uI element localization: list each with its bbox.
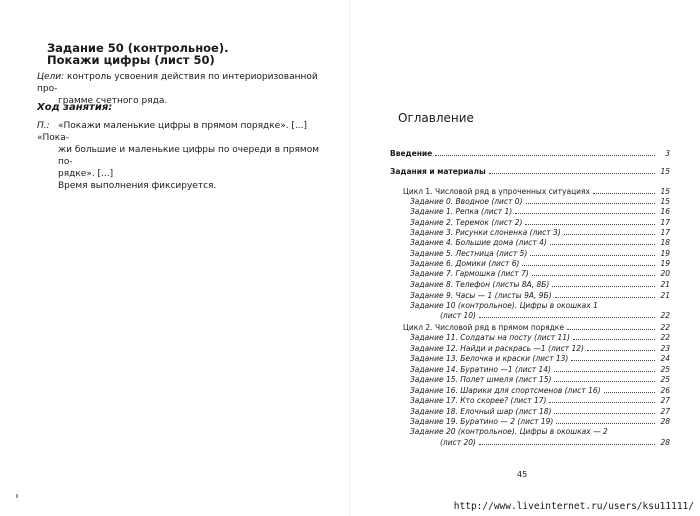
toc-entry-page: 16 [660,207,670,216]
toc-entry-page: 25 [660,375,670,384]
toc-entry-page: 26 [660,386,670,395]
toc-dot-leader [554,374,655,382]
toc-entry-title: Задание 4. Большие дома (лист 4) [410,238,547,247]
scan-mark [16,494,18,498]
toc-entry-page: 21 [660,280,670,289]
toc-entry-page: 22 [660,311,670,320]
goal-label: Цели: [37,72,65,82]
toc-entry [390,166,670,177]
toc-entry-title: (лист 20) [440,438,476,447]
toc-entry-page: 19 [660,249,670,258]
toc-entry-title: Введение [390,149,433,158]
toc-entry [390,310,670,321]
toc-entry [390,437,670,448]
course-heading: Ход занятия: [37,102,113,113]
instruction-paragraph [37,120,329,192]
toc-entry-title: Задание 11. Солдаты на посту (лист 11) [410,333,570,342]
toc-entry-title: Задание 15. Полет шмеля (лист 15) [410,375,552,384]
toc-entry-title: Цикл 1. Числовой ряд в упроченных ситуациях [403,187,590,196]
toc-dot-leader [435,148,655,156]
goal-text-2: грамме счетного ряда. [58,96,168,106]
toc-entry-page: 21 [660,291,670,300]
toc-dot-leader [479,310,655,318]
toc-entry-title: Задание 10 (контрольное). Цифры в окошках 1 [410,301,598,310]
toc-dot-leader [554,406,655,414]
toc-entry-page: 27 [660,396,670,405]
toc-dot-leader [550,237,655,245]
toc-dot-leader [567,322,655,330]
toc-entry-title: Задание 8. Телефон (листы 8А, 8Б) [410,280,550,289]
toc-entry-page: 28 [660,438,670,447]
toc-entry [390,148,670,159]
toc-title: Оглавление [398,111,474,125]
toc-dot-leader [515,206,655,214]
instruction-line-3: рядке». [...] [58,169,114,179]
toc-entry-title: Задание 14. Буратино —1 (лист 14) [410,365,551,374]
toc-entry-page: 19 [660,259,670,268]
toc-dot-leader [552,279,655,287]
toc-entry-page: 23 [660,344,670,353]
goal-text-1: контроль усвоения действия по интериоризованной про- [37,72,318,94]
instruction-line-2: жи большие и маленькие цифры по очереди в прямом по- [58,145,319,167]
toc-entry-title: Задание 20 (контрольное). Цифры в окошках — 2 [410,427,608,436]
toc-entry [390,395,670,406]
toc-dot-leader [549,395,655,403]
toc-dot-leader [556,416,655,424]
toc-entry-title: Задание 1. Репка (лист 1) [410,207,513,216]
toc-dot-leader [593,186,655,194]
toc-entry [390,206,670,217]
toc-entry [390,374,670,385]
instruction-label: П.: [37,121,50,131]
toc-entry-title: Цикл 2. Числовой ряд в прямом порядке [403,323,564,332]
toc-dot-leader [479,437,655,445]
toc-dot-leader [530,248,655,256]
toc-dot-leader [532,268,655,276]
toc-dot-leader [564,227,655,235]
toc-dot-leader [526,196,656,204]
toc-entry-title: Задание 2. Теремок (лист 2) [410,218,523,227]
toc-entry-page: 28 [660,417,670,426]
toc-dot-leader [554,364,655,372]
toc-entry-page: 17 [660,218,670,227]
toc-entry [390,279,670,290]
toc-entry-page: 25 [660,365,670,374]
toc-entry-page: 22 [660,323,670,332]
toc-entry-page: 15 [660,187,670,196]
toc-dot-leader [489,166,655,174]
toc-entry-title: (лист 10) [440,311,476,320]
toc-entry [390,353,670,364]
toc-entry-title: Задание 0. Вводное (лист 0) [410,197,523,206]
toc-entry-page: 24 [660,354,670,363]
toc-entry-title: Задание 12. Найди и раскрась —1 (лист 12) [410,344,584,353]
toc-entry-title: Задание 6. Домики (лист 6) [410,259,520,268]
page-number: 45 [517,470,528,479]
toc-dot-leader [573,332,655,340]
toc-dot-leader [604,385,655,393]
toc-entry-title: Задание 13. Белочка и краски (лист 13) [410,354,569,363]
toc-entry [390,237,670,248]
right-page [350,0,700,516]
toc-entry-title: Задание 7. Гармошка (лист 7) [410,269,529,278]
toc-entry [390,426,670,437]
toc-entry [390,332,670,343]
toc-dot-leader [571,353,655,361]
toc-entry-page: 20 [660,269,670,278]
footer-url[interactable]: http://www.liveinternet.ru/users/ksu11111/ [453,501,694,512]
toc-entry-title: Задание 17. Кто скорее? (лист 17) [410,396,547,405]
toc-dot-leader [587,343,655,351]
toc-entry-title: Задание 3. Рисунки слоненка (лист 3) [410,228,561,237]
toc-entry-title: Задание 18. Елочный шар (лист 18) [410,407,552,416]
exercise-title-line-2: Покажи цифры (лист 50) [47,53,215,67]
toc-entry-page: 15 [660,197,670,206]
toc-entry [390,268,670,279]
toc-entry-page: 27 [660,407,670,416]
instruction-line-4: Время выполнения фиксируется. [58,181,217,191]
toc-entry-title: Задание 19. Буратино — 2 (лист 19) [410,417,554,426]
toc-entry-title: Задание 5. Лестница (лист 5) [410,249,528,258]
toc-entry-page: 15 [660,167,670,176]
toc-entry-page: 3 [665,149,670,158]
toc-dot-leader [525,217,655,225]
toc-entry-title: Задание 16. Шарики для спортсменов (лист 16) [410,386,601,395]
toc-dot-leader [522,258,655,266]
toc-entry-page: 17 [660,228,670,237]
toc-entry-page: 18 [660,238,670,247]
toc-entry-title: Задание 9. Часы — 1 (листы 9А, 9Б) [410,291,552,300]
instruction-line-1: «Покажи маленькие цифры в прямом порядке». [...] «Пока- [37,121,308,143]
toc-dot-leader [555,290,655,298]
toc-entry-page: 22 [660,333,670,342]
exercise-title [47,42,228,66]
exercise-title-line-1: Задание 50 (контрольное). [47,41,229,55]
toc-entry-title: Задания и материалы [390,167,486,176]
